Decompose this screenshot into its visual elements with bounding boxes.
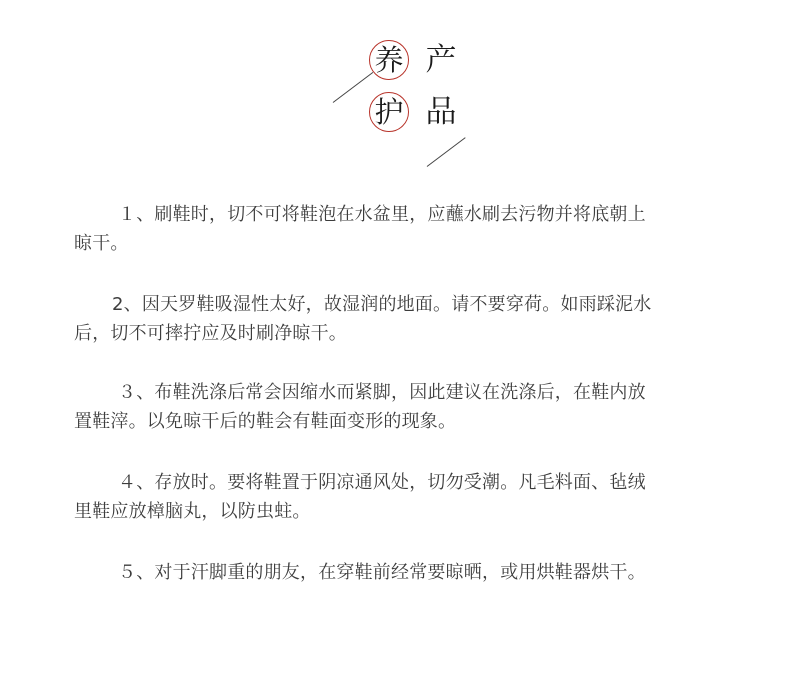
instruction-paragraph-1: [74, 200, 724, 258]
title-block: [325, 30, 475, 175]
paragraph-line: １、刷鞋时，切不可将鞋泡在水盆里，应蘸水刷去污物并将底朝上: [118, 204, 646, 225]
title-char-pin: 品: [425, 94, 457, 130]
title-char-hu: 护: [369, 92, 409, 132]
paragraph-line: 置鞋滓。以免晾干后的鞋会有鞋面变形的现象。: [74, 411, 457, 432]
title-char-chan: 产: [425, 42, 457, 78]
decorative-slash-bottom: [427, 137, 466, 167]
paragraph-line: ５、对于汗脚重的朋友，在穿鞋前经常要晾晒，或用烘鞋器烘干。: [118, 562, 646, 583]
paragraph-line: 晾干。: [74, 233, 129, 254]
instruction-paragraph-3: [74, 378, 724, 436]
instruction-paragraph-4: [74, 468, 724, 526]
instruction-paragraph-5: [74, 558, 724, 587]
instruction-paragraph-2: [74, 290, 724, 348]
decorative-slash-top: [333, 72, 374, 103]
paragraph-line: 里鞋应放樟脑丸，以防虫蛀。: [74, 501, 311, 522]
paragraph-line: ３、布鞋洗涤后常会因缩水而紧脚，因此建议在洗涤后，在鞋内放: [118, 382, 646, 403]
paragraph-line: ４、存放时。要将鞋置于阴凉通风处，切勿受潮。凡毛料面、毡绒: [118, 472, 646, 493]
paragraph-line: 后，切不可摔拧应及时刷净晾干。: [74, 323, 347, 344]
title-char-yang: 养: [369, 40, 409, 80]
paragraph-line: 2、因天罗鞋吸湿性太好，故湿润的地面。请不要穿荷。如雨踩泥水: [112, 294, 652, 315]
